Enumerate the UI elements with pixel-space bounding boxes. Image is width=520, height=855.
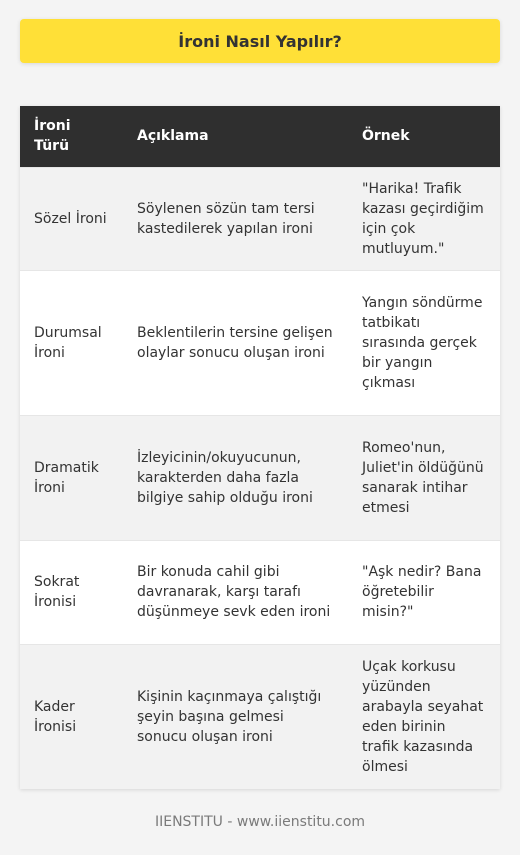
header-description: Açıklama [123,106,348,167]
table-row [20,540,500,644]
header-example: Örnek [348,106,500,167]
cell-description: Beklentilerin tersine gelişen olaylar sonucu oluşan ironi [123,270,348,415]
table-row [20,644,500,789]
table-row [20,270,500,415]
cell-description: Bir konuda cahil gibi davranarak, karşı tarafı düşünmeye sevk eden ironi [123,540,348,644]
cell-example: "Harika! Trafik kazası geçirdiğim için çok mutluyum." [348,167,500,270]
cell-description: Kişinin kaçınmaya çalıştığı şeyin başına gelmesi sonucu oluşan ironi [123,644,348,789]
footer-credit: IIENSTITU - www.iienstitu.com [154,814,366,830]
cell-description: Söylenen sözün tam tersi kastedilerek yapılan ironi [123,167,348,270]
cell-example: Uçak korkusu yüzünden arabayla seyahat eden birinin trafik kazasında ölmesi [348,644,500,789]
table-row [20,415,500,540]
cell-irony-type: Sokrat İronisi [20,540,123,644]
header-irony-type: İroni Türü [20,106,123,167]
cell-irony-type: Kader İronisi [20,644,123,789]
page-title: İroni Nasıl Yapılır? [20,19,500,63]
cell-example: "Aşk nedir? Bana öğretebilir misin?" [348,540,500,644]
cell-example: Yangın söndürme tatbikatı sırasında gerçek bir yangın çıkması [348,270,500,415]
cell-irony-type: Sözel İroni [20,167,123,270]
cell-irony-type: Durumsal İroni [20,270,123,415]
irony-types-table [20,106,500,789]
cell-example: Romeo'nun, Juliet'in öldüğünü sanarak intihar etmesi [348,415,500,540]
cell-description: İzleyicinin/okuyucunun, karakterden daha fazla bilgiye sahip olduğu ironi [123,415,348,540]
table-header-row [20,106,500,167]
table-row [20,167,500,270]
cell-irony-type: Dramatik İroni [20,415,123,540]
